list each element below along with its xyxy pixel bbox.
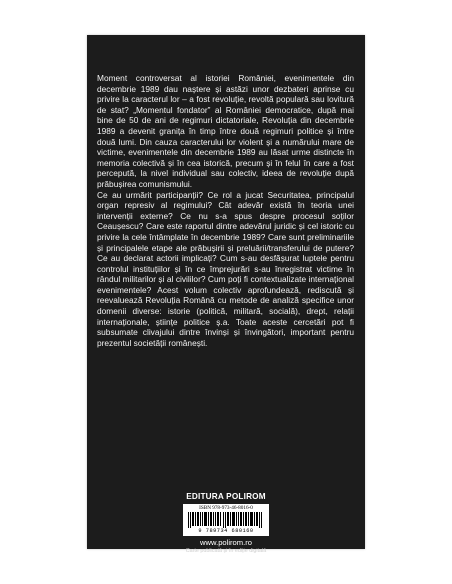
barcode-number: 9 789734 680160 (198, 528, 254, 534)
blurb-paragraph-1: Moment controversat al istoriei României, evenimentele din decembrie 1989 dau naștere și astăzi unor dezbateri aprinse cu privire la caracterul lor – a fost revoluție, revoltă populară sau lovitură de stat? „Momentul fondator” al României democratice, după mai bine de 50 de ani de regimuri dictatoriale, Revoluția din decembrie 1989 a devenit granița în timp între două regimuri politice și între două lumi. Din cauza caracterului lor violent și a numărului mare de victime, evenimentele din decembrie 1989 au lăsat urme distincte în memoria colectivă și în cea istorică, precum și în felul în care a fost percepută, la nivel individual sau colectiv, ideea de revoluție după prăbușirea comunismului. (97, 73, 354, 189)
isbn-number: ISBN 978-973-46-8016-0 (199, 505, 253, 511)
publisher-website: www.polirom.ro (200, 538, 252, 547)
barcode-label (183, 504, 269, 536)
blurb-text (97, 73, 354, 348)
publisher-name: EDITURA POLIROM (186, 492, 266, 501)
back-cover (87, 35, 365, 554)
barcode-icon (188, 512, 264, 528)
digital-edition-note: Carte publicată și în ediție digitală (185, 548, 267, 554)
blurb-paragraph-2: Ce au urmărit participanții? Ce rol a jucat Securitatea, principalul organ represiv al regimului? Cât adevăr există în teoria unei intervenții externe? Ce nu s-a spus despre procesul soților Ceaușescu? Care este raportul dintre adevărul juridic și cel istoric cu privire la cele întâmplate în decembrie 1989? Care sunt preliminariile și principalele etape ale prăbușirii și preluării/transferului de putere? Ce au declarat actorii implicați? Cum s-au desfășurat luptele pentru controlul instituțiilor și în ce împrejurări s-au înregistrat victime în rândul militarilor și al civililor? Cum poți fi contextualizate internațional evenimentele? Acest volum colectiv aprofundează, rediscută și reevaluează Revoluția Română cu metode de analiză specifice unor domenii diverse: istorie (politică, militară, socială), drept, relații internaționale, științe politice ș.a. Toate aceste cercetări pot fi subsumate clivajului dintre învinși și învingători, important pentru prezentul societății românești. (97, 189, 354, 348)
